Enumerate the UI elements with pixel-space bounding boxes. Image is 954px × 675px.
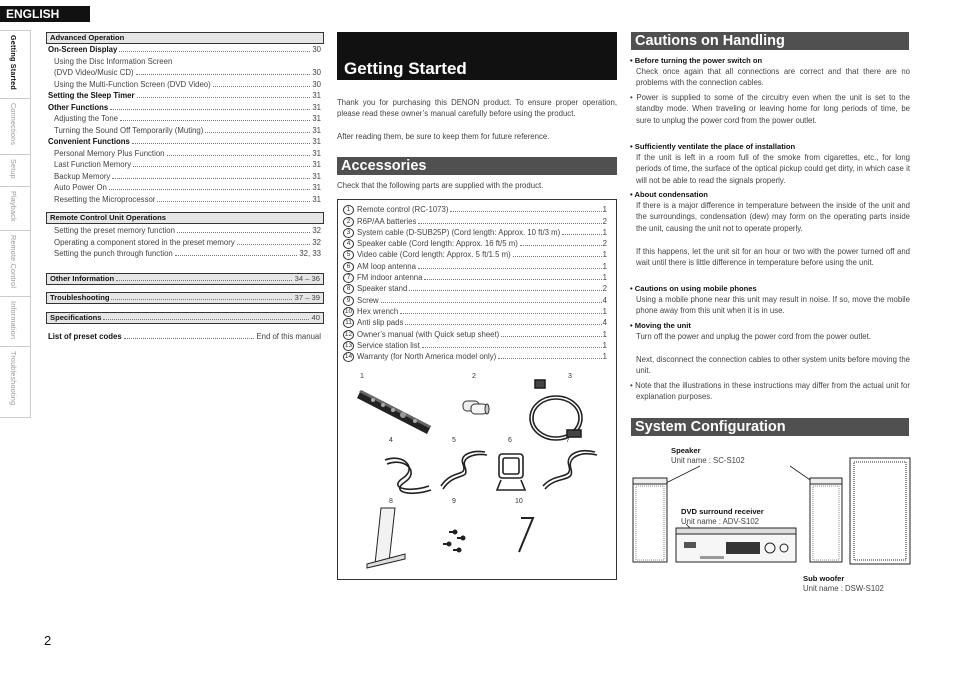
toc-header-advanced-operation[interactable]: Advanced Operation (46, 32, 324, 44)
item-number: 11 (343, 318, 354, 328)
page-number: 2 (44, 633, 52, 648)
item-label: Service station list (357, 340, 420, 350)
intro-note: After reading them, be sure to keep them for future reference. (337, 132, 550, 141)
side-tab-label: Troubleshooting (9, 351, 18, 406)
speaker-stand-illustration (367, 508, 405, 568)
batteries-illustration (463, 401, 489, 414)
accessory-item (343, 261, 607, 272)
accessory-item (343, 294, 607, 305)
accessories-illustrations (343, 368, 613, 573)
caution-head: • Cautions on using mobile phones (630, 284, 757, 293)
item-number: 1 (343, 205, 354, 215)
screws-illustration (443, 530, 466, 553)
accessory-item (343, 340, 607, 351)
caution-body: Check once again that all connections are correct and that there are no problems with the connection cables. (636, 67, 910, 88)
side-tab-label: Information (9, 301, 18, 340)
side-tab-label: Setup (9, 159, 18, 179)
accessory-item (343, 204, 607, 215)
item-number: 6 (343, 262, 354, 272)
illustration-label: 6 (508, 437, 512, 444)
speaker-label: Speaker (671, 446, 701, 455)
item-quantity: 1 (602, 250, 607, 260)
item-quantity: 4 (602, 295, 607, 305)
item-number: 10 (344, 307, 353, 315)
side-tab-strip (0, 30, 31, 418)
accessory-item (343, 227, 607, 238)
item-quantity: 1 (602, 205, 607, 215)
caution-inline: • Note that the illustrations in these instructions may differ from the actual unit for explanation purposes. (630, 381, 910, 402)
side-tab-label: Playback (9, 191, 18, 222)
toc-row-preset-codes[interactable]: List of preset codes End of this manual (48, 332, 321, 341)
illustration-label: 5 (452, 437, 456, 444)
illustration-label: 9 (452, 498, 456, 505)
illustration-label: 3 (568, 373, 572, 380)
caution-body: Using a mobile phone near this unit may result in noise. If so, move the mobile phone away from this unit when it is in use. (636, 295, 910, 316)
toc-header-remote-control[interactable]: Remote Control Unit Operations (46, 212, 324, 224)
accessory-item (343, 328, 607, 339)
caution-head: • About condensation (630, 190, 708, 199)
page-title: Getting Started (337, 32, 617, 80)
accessories-intro: Check that the following parts are supplied with the product. (337, 181, 544, 190)
side-tab-information[interactable] (0, 296, 31, 346)
item-label: Video cable (Cord length: Approx. 5 ft/1.5 m) (357, 250, 511, 260)
item-quantity: 1 (602, 329, 607, 339)
toc-row[interactable]: Resetting the Microprocessor 31 (54, 194, 321, 204)
video-cable-illustration (441, 452, 487, 490)
toc-row[interactable]: Other Functions 31 (48, 102, 321, 112)
item-quantity: 1 (602, 273, 607, 283)
side-tab-connections[interactable] (0, 98, 31, 154)
caution-head: • Sufficiently ventilate the place of installation (630, 142, 796, 151)
item-label: FM indoor antenna (357, 273, 423, 283)
caution-inline: • Power is supplied to some of the circuitry even when the unit is set to the standby mode. When traveling or leaving home for long periods of time, be sure to unplug the power cord from the power outlet. (630, 93, 910, 125)
toc-row[interactable]: Auto Power On 31 (54, 183, 321, 192)
toc-row[interactable]: Using the Disc Information Screen (54, 56, 173, 66)
item-number: 12 (344, 330, 353, 338)
toc-header-troubleshooting[interactable]: Troubleshooting 37 – 39 (46, 292, 324, 304)
item-label: Remote control (RC-1073) (357, 205, 449, 215)
system-configuration-illustration (630, 450, 912, 580)
system-config-heading: System Configuration (631, 418, 909, 436)
item-number: 14 (344, 353, 353, 361)
item-label: System cable (D-SUB25P) (Cord length: Approx. 10 ft/3 m) (357, 227, 561, 237)
item-label: Owner’s manual (with Quick setup sheet) (357, 329, 500, 339)
subwoofer-illustration (850, 458, 910, 564)
accessory-item (343, 306, 607, 317)
item-label: Speaker stand (357, 284, 408, 294)
item-quantity: 1 (602, 352, 607, 362)
caution-body: If this happens, let the unit sit for an hour or two with the power turned off and wait until there is little difference in temperature before using the unit. (636, 247, 910, 268)
illustration-label: 10 (515, 498, 523, 505)
illustration-label: 2 (472, 373, 476, 380)
remote-control-illustration (357, 390, 431, 434)
item-quantity: 1 (602, 227, 607, 237)
toc-row[interactable]: Convenient Functions 31 (48, 137, 321, 146)
side-tab-setup[interactable] (0, 154, 31, 186)
toc-row[interactable]: Turning the Sound Off Temporarily (Muting) 31 (54, 125, 321, 135)
caution-body: If the unit is left in a room full of the smoke from cigarettes, etc., for long periods of time, the surface of the optical pickup could get dirty, in which case it will not be able to read the signals properly. (636, 153, 910, 185)
item-quantity: 2 (602, 216, 607, 226)
subwoofer-label: Sub woofer (803, 574, 845, 583)
dvd-receiver-illustration (676, 528, 796, 562)
caution-head: • Before turning the power switch on (630, 56, 763, 65)
item-quantity: 2 (602, 284, 607, 294)
speaker-unit-name: Unit name : SC-S102 (671, 456, 745, 465)
toc-row[interactable]: Adjusting the Tone 31 (54, 114, 321, 123)
item-number: 9 (343, 296, 354, 306)
item-label: Warranty (for North America model only) (357, 352, 497, 362)
side-tab-remote-control[interactable] (0, 230, 31, 296)
fm-antenna-illustration (543, 451, 597, 489)
hex-wrench-illustration (519, 518, 533, 552)
right-speaker-illustration (810, 478, 842, 562)
item-quantity: 2 (602, 239, 607, 249)
toc-row[interactable]: Operating a component stored in the preset memory 32 (54, 237, 321, 247)
item-label: AM loop antenna (357, 261, 416, 271)
toc-row[interactable]: Personal Memory Plus Function 31 (54, 148, 321, 158)
receiver-label: DVD surround receiver (681, 507, 764, 516)
caution-body: Turn off the power and unplug the power cord from the power outlet. (636, 332, 871, 341)
side-tab-getting-started[interactable] (0, 30, 31, 98)
cautions-heading: Cautions on Handling (631, 32, 909, 50)
side-tab-label: Getting Started (9, 35, 18, 90)
toc-row[interactable]: Last Function Memory 31 (54, 160, 321, 169)
toc-header-specifications[interactable]: Specifications 40 (46, 312, 324, 324)
illustration-label: 4 (389, 437, 393, 444)
side-tab-troubleshooting[interactable] (0, 346, 31, 418)
item-quantity: 1 (602, 306, 607, 316)
item-number: 8 (343, 284, 354, 294)
item-quantity: 1 (602, 261, 607, 271)
caution-head: • Moving the unit (630, 321, 691, 330)
receiver-unit-name: Unit name : ADV-S102 (681, 517, 760, 526)
side-tab-label: Connections (9, 103, 18, 146)
caution-body: If there is a major difference in temperature between the inside of the unit and the surroundings, condensation (dew) may form on the operating parts inside the unit, causing the unit not to operate properly. (636, 201, 910, 233)
left-speaker-illustration (633, 478, 667, 562)
system-cable-illustration (530, 380, 582, 440)
illustration-label: 1 (360, 373, 364, 380)
accessory-item (343, 283, 607, 294)
toc-row[interactable]: Using the Multi-Function Screen (DVD Video) 30 (54, 79, 321, 89)
toc-row[interactable]: Setting the Sleep Timer 31 (48, 91, 321, 100)
accessory-item (343, 317, 607, 328)
item-label: R6P/AA batteries (357, 216, 417, 226)
toc-row[interactable]: Backup Memory 31 (54, 171, 321, 181)
side-tab-label: Remote Control (9, 235, 18, 289)
intro-paragraph: Thank you for purchasing this DENON product. To ensure proper operation, please read these owner’s manual carefully before using the product. (337, 98, 617, 119)
subwoofer-unit-name: Unit name : DSW-S102 (803, 584, 884, 593)
toc-row[interactable]: (DVD Video/Music CD) 30 (54, 68, 321, 77)
toc-row[interactable]: On-Screen Display 30 (48, 45, 321, 54)
item-label: Anti slip pads (357, 318, 404, 328)
item-number: 2 (343, 217, 354, 227)
illustration-label: 7 (566, 437, 570, 444)
toc-header-other-information[interactable]: Other Information 34 – 36 (46, 273, 324, 285)
caution-body: Next, disconnect the connection cables to other system units before moving the unit. (636, 355, 910, 376)
item-label: Speaker cable (Cord length: Approx. 16 ft/5 m) (357, 239, 518, 249)
accessories-heading: Accessories (337, 157, 617, 175)
item-label: Hex wrench (357, 306, 399, 316)
item-number: 13 (344, 341, 353, 349)
accessory-item (343, 351, 607, 362)
item-quantity: 4 (602, 318, 607, 328)
language-tab: ENGLISH (0, 6, 90, 22)
item-number: 5 (343, 250, 354, 260)
am-loop-antenna-illustration (497, 454, 525, 490)
illustration-label: 8 (389, 498, 393, 505)
item-number: 4 (343, 239, 354, 249)
toc-row[interactable]: Setting the punch through function 32, 33 (54, 249, 321, 258)
item-label: Screw (357, 295, 379, 305)
item-number: 7 (343, 273, 354, 283)
speaker-cable-illustration (385, 458, 431, 493)
side-tab-playback[interactable] (0, 186, 31, 230)
accessory-item (343, 272, 607, 283)
toc-row[interactable]: Setting the preset memory function 32 (54, 226, 321, 235)
item-quantity: 1 (602, 340, 607, 350)
accessory-item (343, 238, 607, 249)
accessory-item (343, 215, 607, 226)
item-number: 3 (343, 228, 354, 238)
accessory-item (343, 249, 607, 260)
